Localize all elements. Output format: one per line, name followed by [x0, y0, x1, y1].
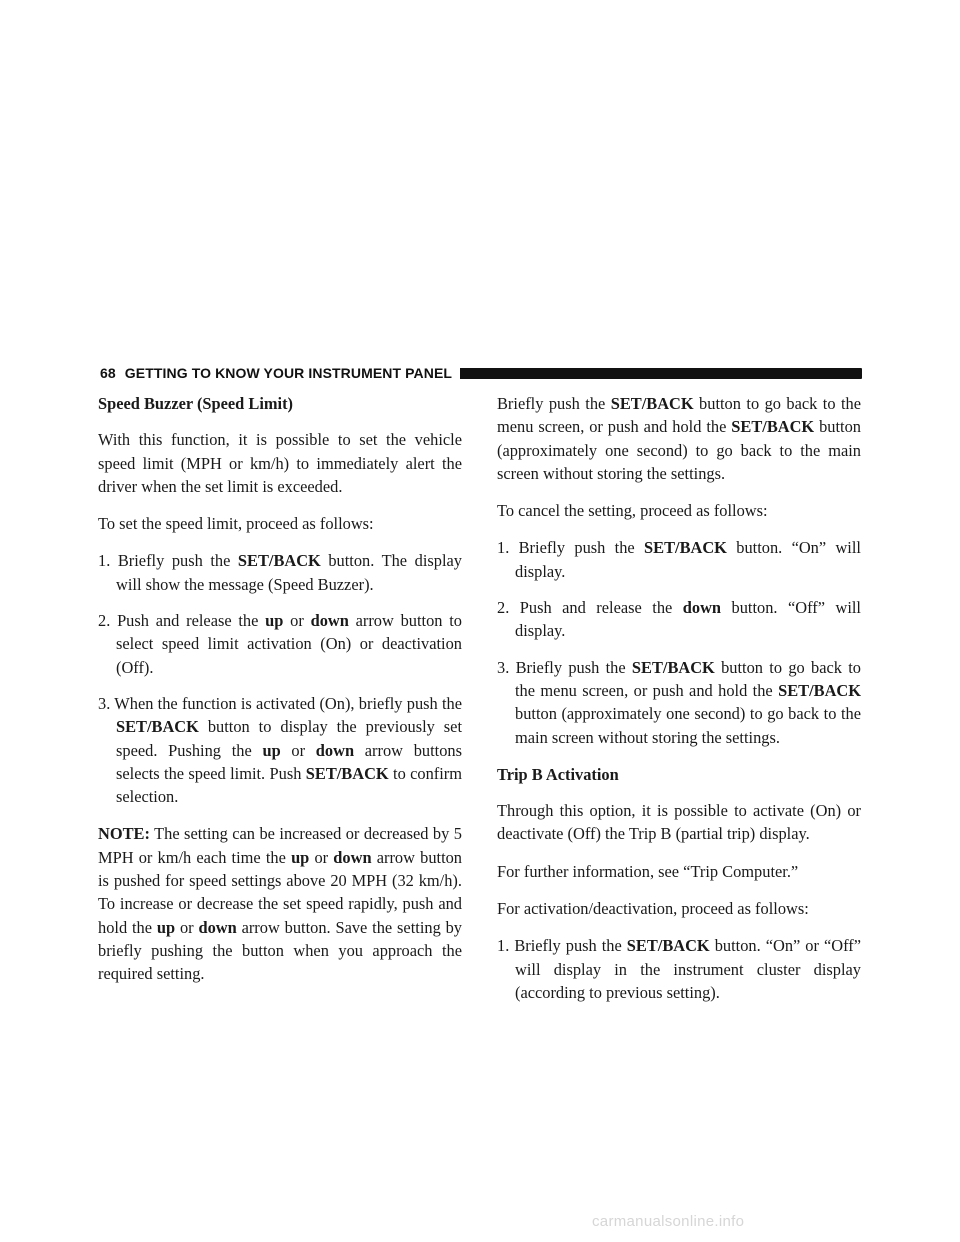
- note-text: arrow button is pushed for speed settings above 20 MPH (32 km/h). To increase or decrease the set speed rapidly, push and hold the: [98, 847, 463, 937]
- page-number: 68: [100, 365, 116, 381]
- step-button-label: SET/BACK: [644, 538, 727, 558]
- step-number: 1.: [98, 551, 111, 571]
- list-item: [497, 596, 861, 643]
- note-text: or: [175, 917, 199, 937]
- right-column: [497, 392, 861, 1018]
- trip-computer-ref: For further information, see “Trip Computer.”: [497, 861, 799, 881]
- speed-limit-steps: [98, 549, 462, 808]
- note-button-label: down: [198, 917, 237, 937]
- step-button-label: up: [265, 611, 284, 631]
- step-number: 1.: [497, 538, 510, 558]
- speed-limit-lead: To set the speed limit, proceed as follows:: [98, 514, 374, 534]
- trip-b-heading: Trip B Activation: [497, 764, 619, 784]
- page-header: [100, 360, 862, 386]
- list-item: [98, 549, 462, 596]
- step-text: Push and release the: [519, 598, 683, 618]
- step-number: 3.: [497, 657, 510, 677]
- step-button-label: down: [682, 598, 722, 618]
- note-label: NOTE:: [98, 824, 150, 844]
- note-text: or: [309, 847, 334, 867]
- back-paragraph: [497, 392, 861, 485]
- left-column: [98, 392, 462, 1000]
- para-text: Briefly push the: [497, 394, 611, 413]
- step-text: When the function is activated (On), briefly push the: [114, 693, 463, 713]
- activation-lead: For activation/deactivation, proceed as follows:: [497, 899, 809, 919]
- cancel-steps: [497, 536, 861, 748]
- step-button-label: down: [315, 740, 355, 760]
- step-number: 1.: [497, 936, 510, 956]
- step-text: arrow buttons selects the speed limit. Push: [116, 740, 462, 783]
- list-item: [497, 656, 861, 749]
- para-button-label: SET/BACK: [731, 417, 815, 437]
- note-text: arrow button. Save the setting by briefly pushing the button when you approach the required setting.: [98, 917, 462, 984]
- step-text: to confirm selection.: [116, 763, 462, 807]
- note-button-label: up: [291, 847, 310, 867]
- para-text: button to go back to the menu screen, or push and hold the: [497, 394, 861, 437]
- step-text: or: [280, 740, 316, 760]
- para-button-label: SET/BACK: [610, 394, 694, 413]
- trip-b-intro: Through this option, it is possible to activate (On) or deactivate (Off) the Trip B (partial trip) display.: [497, 801, 861, 844]
- header-text: [100, 365, 452, 381]
- step-text: button. “On” will display.: [515, 538, 861, 581]
- step-number: 2.: [98, 611, 111, 631]
- speed-buzzer-heading: Speed Buzzer (Speed Limit): [98, 394, 294, 413]
- list-item: [98, 692, 462, 808]
- step-text: arrow button to select speed limit activation (On) or deactivation (Off).: [116, 611, 462, 677]
- step-text: button (approximately one second) to go back to the main screen without storing the settings.: [515, 704, 861, 747]
- step-button-label: SET/BACK: [305, 763, 389, 783]
- note-button-label: down: [333, 847, 372, 867]
- step-button-label: SET/BACK: [778, 680, 861, 700]
- step-text: or: [283, 611, 311, 631]
- step-text: button. The display will show the message (Speed Buzzer).: [116, 551, 462, 594]
- note-paragraph: [98, 822, 462, 985]
- header-rule: [460, 368, 862, 379]
- step-text: Briefly push the: [515, 657, 632, 677]
- step-button-label: SET/BACK: [116, 717, 199, 737]
- cancel-lead: To cancel the setting, proceed as follows:: [497, 501, 768, 521]
- list-item: [497, 536, 861, 583]
- step-button-label: down: [310, 611, 349, 631]
- step-text: Briefly push the: [514, 936, 627, 956]
- activation-steps: [497, 934, 861, 1004]
- step-text: Push and release the: [117, 611, 266, 631]
- list-item: [98, 609, 462, 679]
- step-number: 2.: [497, 598, 510, 618]
- step-number: 3.: [98, 693, 111, 713]
- step-button-label: SET/BACK: [626, 936, 710, 956]
- para-text: button (approximately one second) to go back to the main screen without storing the settings.: [497, 417, 861, 483]
- step-text: button. “On” or “Off” will display in the instrument cluster display (according to previous setting).: [515, 936, 861, 1002]
- note-button-label: up: [156, 917, 176, 937]
- list-item: [497, 934, 861, 1004]
- note-text: The setting can be increased or decreased by 5 MPH or km/h each time the: [98, 824, 462, 867]
- step-button-label: up: [262, 740, 281, 760]
- step-button-label: SET/BACK: [237, 551, 321, 571]
- step-text: button. “Off” will display.: [515, 598, 861, 641]
- step-text: Briefly push the: [518, 538, 645, 558]
- step-text: button to go back to the menu screen, or push and hold the: [515, 657, 861, 700]
- speed-buzzer-intro: With this function, it is possible to set the vehicle speed limit (MPH or km/h) to immediately alert the driver when the set limit is exceeded.: [98, 430, 462, 496]
- step-text: button to display the previously set speed. Pushing the: [116, 717, 462, 760]
- step-text: Briefly push the: [117, 551, 238, 571]
- step-button-label: SET/BACK: [631, 657, 715, 677]
- watermark: carmanualsonline.info: [592, 1213, 745, 1230]
- section-title: GETTING TO KNOW YOUR INSTRUMENT PANEL: [124, 365, 453, 381]
